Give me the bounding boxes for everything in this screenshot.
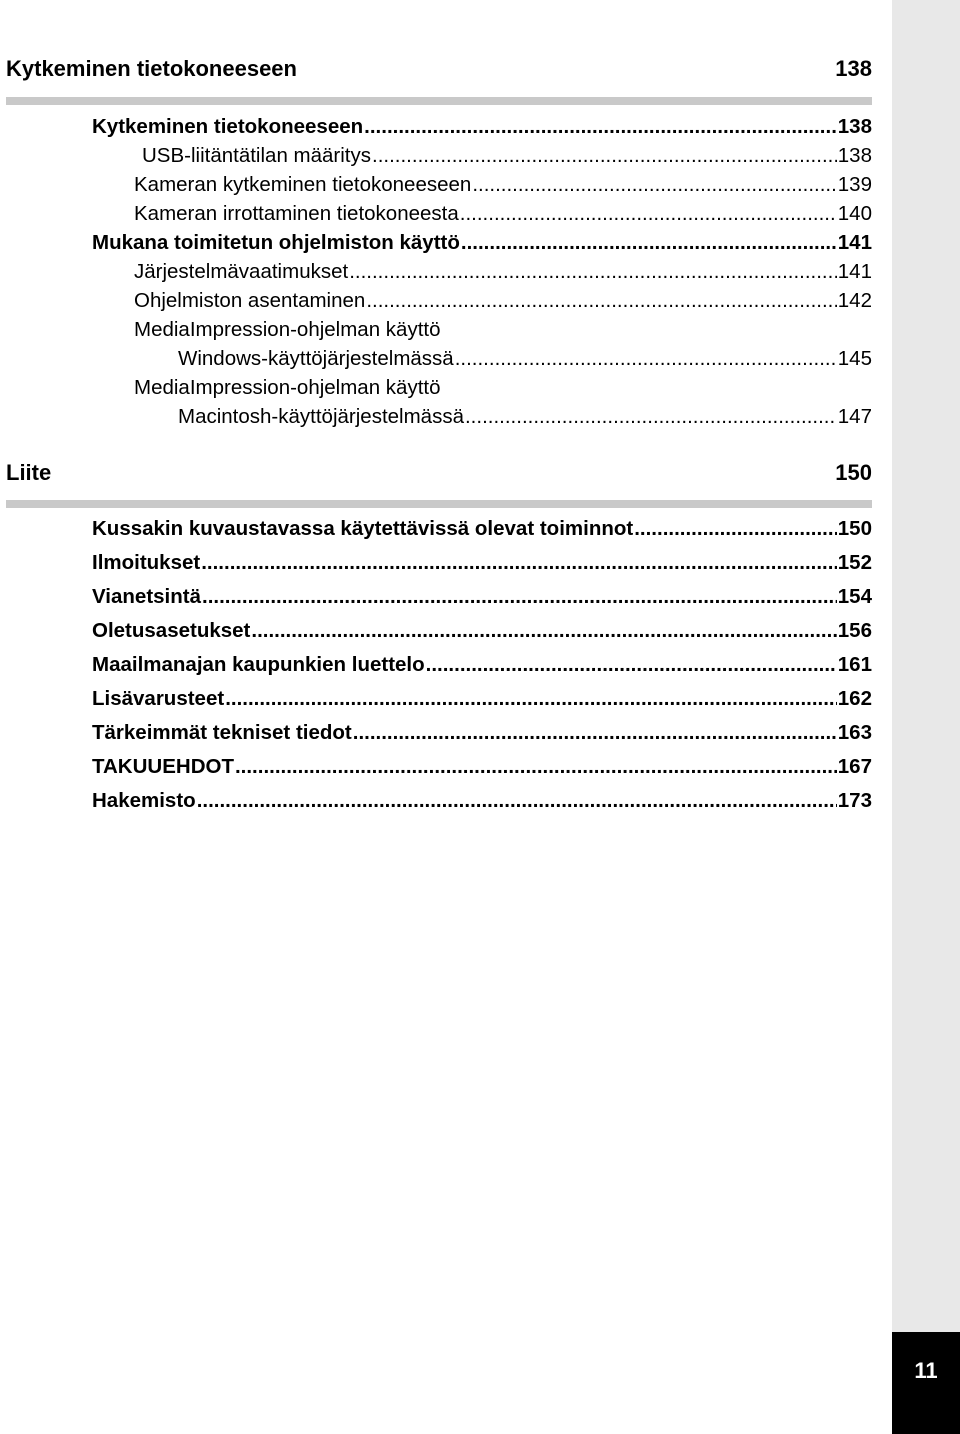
section-page: 138 <box>835 56 872 81</box>
toc-entry-text: Tärkeimmät tekniset tiedot <box>92 721 352 744</box>
dot-leader <box>465 405 837 429</box>
toc-entry[interactable] <box>92 289 872 318</box>
toc-entry-page: 167 <box>837 755 872 778</box>
toc-entry-page: 141 <box>837 260 872 283</box>
toc-entry[interactable] <box>92 115 872 144</box>
dot-leader <box>202 585 837 609</box>
toc-entry[interactable] <box>92 517 872 551</box>
toc-entry-text: Kussakin kuvaustavassa käytettävissä olevat toiminnot <box>92 517 634 540</box>
toc-entry[interactable] <box>92 585 872 619</box>
toc-entry[interactable] <box>92 721 872 755</box>
toc-entry-text: Kytkeminen tietokoneeseen <box>92 115 364 138</box>
toc-entry[interactable] <box>92 231 872 260</box>
toc-entry-text: Hakemisto <box>92 789 196 812</box>
section-page: 150 <box>835 460 872 485</box>
toc-entry[interactable] <box>92 202 872 231</box>
toc-entry[interactable] <box>92 347 872 376</box>
section-rule <box>6 97 872 105</box>
dot-leader <box>460 202 837 226</box>
dot-leader <box>251 619 836 643</box>
toc-entry[interactable] <box>92 755 872 789</box>
dot-leader <box>235 755 837 779</box>
section-title: Liite <box>6 460 52 485</box>
dot-leader <box>455 347 837 371</box>
toc-entry-page: 142 <box>837 289 872 312</box>
toc-entry-page: 138 <box>837 144 872 167</box>
toc-entry[interactable] <box>92 619 872 653</box>
toc-entry[interactable] <box>92 653 872 687</box>
toc-entry-text: Ohjelmiston asentaminen <box>134 289 366 312</box>
toc-list-liite <box>92 517 872 823</box>
toc-entry-text: Ilmoitukset <box>92 551 201 574</box>
page-number: 11 <box>914 1358 938 1383</box>
dot-leader <box>366 289 836 313</box>
toc-entry-page: 147 <box>837 405 872 428</box>
toc-entry[interactable] <box>92 144 872 173</box>
dot-leader <box>349 260 837 284</box>
toc-entry-page: 140 <box>837 202 872 225</box>
toc-entry-text: MediaImpression-ohjelman käyttö <box>134 318 441 341</box>
toc-entry-heading <box>92 318 872 347</box>
toc-entry-page: 154 <box>837 585 872 608</box>
toc-entry-page: 162 <box>837 687 872 710</box>
toc-entry[interactable] <box>92 405 872 434</box>
toc-entry[interactable] <box>92 789 872 823</box>
toc-entry-text: Oletusasetukset <box>92 619 251 642</box>
section-rule <box>6 500 872 508</box>
toc-entry-text: Lisävarusteet <box>92 687 225 710</box>
dot-leader <box>201 551 837 575</box>
dot-leader <box>225 687 837 711</box>
section-heading-liite <box>6 460 872 486</box>
section-title: Kytkeminen tietokoneeseen <box>6 56 297 81</box>
toc-entry-page: 138 <box>837 115 872 138</box>
side-strip <box>892 0 960 1434</box>
toc-entry-page: 163 <box>837 721 872 744</box>
toc-entry[interactable] <box>92 687 872 721</box>
toc-entry[interactable] <box>92 173 872 202</box>
toc-entry-page: 141 <box>837 231 872 254</box>
toc-entry-text: Macintosh-käyttöjärjestelmässä <box>178 405 464 428</box>
dot-leader <box>372 144 837 168</box>
toc-entry-page: 145 <box>837 347 872 370</box>
toc-entry-text: Vianetsintä <box>92 585 201 608</box>
dot-leader <box>634 517 837 541</box>
toc-entry-text: Windows-käyttöjärjestelmässä <box>178 347 454 370</box>
dot-leader <box>197 789 837 813</box>
toc-entry-page: 150 <box>837 517 872 540</box>
toc-entry-text: MediaImpression-ohjelman käyttö <box>134 376 441 399</box>
dot-leader <box>353 721 837 745</box>
toc-entry-text: Mukana toimitetun ohjelmiston käyttö <box>92 231 460 254</box>
toc-entry-text: Järjestelmävaatimukset <box>134 260 349 283</box>
toc-entry-page: 161 <box>837 653 872 676</box>
section-heading-kytkeminen <box>6 56 872 82</box>
toc-entry-text: Maailmanajan kaupunkien luettelo <box>92 653 425 676</box>
toc-entry-text: USB-liitäntätilan määritys <box>142 144 371 167</box>
dot-leader <box>426 653 837 677</box>
toc-entry[interactable] <box>92 551 872 585</box>
toc-entry-page: 173 <box>837 789 872 812</box>
toc-entry-page: 139 <box>837 173 872 196</box>
dot-leader <box>472 173 836 197</box>
toc-entry-heading <box>92 376 872 405</box>
dot-leader <box>364 115 837 139</box>
toc-entry[interactable] <box>92 260 872 289</box>
dot-leader <box>461 231 837 255</box>
toc-entry-text: TAKUUEHDOT <box>92 755 234 778</box>
toc-list-kytkeminen <box>92 115 872 434</box>
toc-entry-page: 152 <box>837 551 872 574</box>
toc-entry-text: Kameran kytkeminen tietokoneeseen <box>134 173 472 196</box>
toc-entry-text: Kameran irrottaminen tietokoneesta <box>134 202 459 225</box>
toc-entry-page: 156 <box>837 619 872 642</box>
